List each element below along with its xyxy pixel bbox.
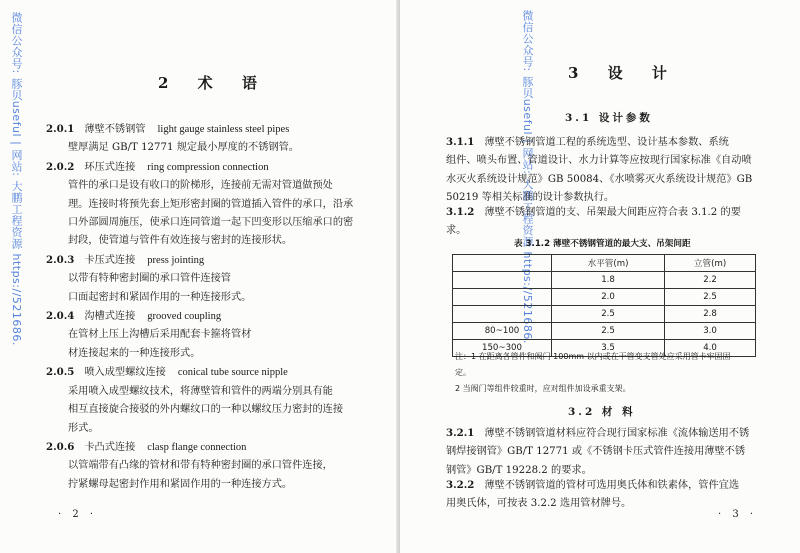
clause-text: 组件、喷头布置、管道设计、水力计算等应按现行国家标准《自动喷 xyxy=(446,155,752,167)
term-definition-line: 壁厚满足 GB/T 12771 规定最小厚度的不锈钢管。 xyxy=(68,142,299,154)
term-heading xyxy=(46,120,353,139)
table-caption: 表 3.1.2 薄壁不锈钢管道的最大支、吊架间距 xyxy=(514,239,691,249)
table-header-cell xyxy=(453,255,552,272)
clause-line xyxy=(446,203,741,222)
section-heading-design-params: 3.1 设计参数 xyxy=(565,112,653,124)
term-chinese: 环压式连接 xyxy=(84,161,136,173)
term-definition-line: 管件的承口是设有收口的阶梯形，连接前无需对管道做预处 xyxy=(68,180,333,192)
terms-list xyxy=(46,120,353,494)
term-definition-line: 封段，使管道与管件有效连接与密封的连接形状。 xyxy=(68,235,293,247)
table-header-cell: 立管(m) xyxy=(665,255,756,272)
clause-line xyxy=(446,476,739,495)
term-definition-line: 以带有特种密封圈的承口管件连接管 xyxy=(68,273,231,285)
table-notes xyxy=(455,349,731,397)
term-definition-line: 拧紧螺母起密封作用和紧固作用的一种连接方式。 xyxy=(68,478,293,490)
chapter-title-terms: 2 术 语 xyxy=(158,74,269,92)
term-number: 2.0.5 xyxy=(46,366,75,379)
term-chinese: 沟槽式连接 xyxy=(84,311,136,323)
clause-number: 3.1.1 xyxy=(446,136,475,148)
table-cell: 80~100 xyxy=(453,323,552,340)
term-chinese: 卡压式连接 xyxy=(84,254,136,266)
clause-number: 3.2.2 xyxy=(446,479,475,491)
watermark-left: 微信公众号: 豚贝useful | 网站: 大鹏工程资源 https://521686. xyxy=(10,12,23,346)
clause-line xyxy=(446,133,752,152)
clause-number: 3.2.1 xyxy=(446,427,475,439)
term-english: light gauge stainless steel pipes xyxy=(157,124,290,135)
table-cell xyxy=(453,272,552,289)
clause-text: 钢管》GB/T 19228.2 的要求。 xyxy=(446,464,592,476)
term-definition-line: 形式。 xyxy=(68,422,99,434)
term-definition-line: 以管端带有凸缘的管材和带有特种密封圈的承口管件连接， xyxy=(68,460,333,472)
table-row xyxy=(453,306,756,323)
clause-text: 薄壁不锈钢管道的管材可选用奥氏体和铁素体，管件宜选 xyxy=(484,480,740,491)
term-number: 2.0.6 xyxy=(46,440,75,453)
clause-text: 水灭火系统设计规范》GB 50084、《水喷雾灭火系统设计规范》GB xyxy=(446,173,753,185)
table-row xyxy=(453,323,756,340)
term-number: 2.0.4 xyxy=(46,310,75,323)
clause-text: 钢焊接钢管》GB/T 12771 或《不锈钢卡压式管件连接用薄壁不锈 xyxy=(446,446,746,458)
clause-text: 薄壁不锈钢管道工程的系统选型、设计基本参数、系统 xyxy=(484,137,729,148)
term-definition-line: 相互直接旋合接驳的外内螺纹口的一种以螺纹压力密封的连接 xyxy=(68,404,344,416)
term-english: conical tube source nipple xyxy=(177,367,288,379)
clause-text: 薄壁不锈钢管道的支、吊架最大间距应符合表 3.1.2 的要 xyxy=(484,207,741,218)
page-number-left: · 2 · xyxy=(58,509,98,520)
term-chinese: 喷入成型螺纹连接 xyxy=(84,367,166,379)
table-cell: 4.0 xyxy=(665,340,756,357)
watermark-right: 微信公众号: 豚贝useful | 网站: 大鹏工程资源 https://521686. xyxy=(521,10,534,344)
term-definition-line: 在管材上压上沟槽后采用配套卡箍将管材 xyxy=(68,329,252,341)
chapter-title-design: 3 设 计 xyxy=(568,64,679,82)
table-cell: 150~300 xyxy=(453,340,552,357)
clause-text: 求。 xyxy=(446,225,467,237)
term-chinese: 卡凸式连接 xyxy=(84,441,136,453)
term-definition-line: 材连接起来的一种连接形式。 xyxy=(68,347,201,359)
clause-text: 50219 等相关标准的设计参数执行。 xyxy=(446,192,615,204)
term-chinese: 薄壁不锈钢管 xyxy=(84,124,146,135)
table-cell: 2.5 xyxy=(665,289,756,306)
clause-3-2-2 xyxy=(446,476,739,514)
term-heading xyxy=(46,363,353,382)
table-header-cell: 水平管(m) xyxy=(552,255,665,272)
clause-number: 3.1.2 xyxy=(446,206,475,218)
section-heading-materials: 3.2 材 料 xyxy=(568,406,636,418)
support-spacing-table xyxy=(452,254,756,357)
term-heading xyxy=(46,307,353,326)
note-line: 注：1 在距离各管件和阀门 100mm 以内或在干管变支管处应采用管卡牢固固 xyxy=(455,352,731,361)
term-heading xyxy=(46,251,353,270)
term-english: press jointing xyxy=(147,254,205,266)
table-cell: 2.2 xyxy=(665,272,756,289)
term-english: clasp flange connection xyxy=(147,441,247,453)
term-number: 2.0.1 xyxy=(46,123,75,135)
note-line: 定。 xyxy=(455,368,471,377)
clause-3-1-1 xyxy=(446,133,752,208)
term-number: 2.0.3 xyxy=(46,253,75,266)
clause-3-2-1 xyxy=(446,424,749,480)
term-definition-line: 采用喷入成型螺纹技术，将薄壁管和管件的两端分别具有能 xyxy=(68,385,333,397)
clause-line xyxy=(446,424,749,443)
table-cell: 2.5 xyxy=(552,323,665,340)
term-heading xyxy=(46,158,353,177)
table-row xyxy=(453,289,756,306)
page-number-right: · 3 · xyxy=(718,509,758,520)
term-heading xyxy=(46,438,353,457)
table-cell xyxy=(453,306,552,323)
table-cell: 3.5 xyxy=(552,340,665,357)
term-number: 2.0.2 xyxy=(46,160,75,173)
table-cell xyxy=(453,289,552,306)
clause-text: 用奥氏体，可按表 3.2.2 选用管材牌号。 xyxy=(446,498,632,510)
table-row xyxy=(453,272,756,289)
table-cell: 2.5 xyxy=(552,306,665,323)
term-english: grooved coupling xyxy=(147,311,222,323)
table-cell: 3.0 xyxy=(665,323,756,340)
table-cell: 2.8 xyxy=(665,306,756,323)
note-line: 2 当阀门等组件较重时，应对组件加设承重支架。 xyxy=(455,384,631,393)
term-definition-line: 口外部圆周施压，使承口连同管道一起下凹变形以压缩承口的密 xyxy=(68,217,354,229)
table-header-row xyxy=(453,255,756,272)
term-definition-line: 理。连接时将预先套上矩形密封圈的管道插入管件的承口，沿承 xyxy=(68,198,354,210)
clause-text: 薄壁不锈钢管道材料应符合现行国家标准《流体输送用不锈 xyxy=(484,428,750,439)
table-cell: 2.0 xyxy=(552,289,665,306)
term-definition-line: 口面起密封和紧固作用的一种连接形式。 xyxy=(68,291,252,303)
term-english: ring compression connection xyxy=(147,161,269,173)
table-cell: 1.8 xyxy=(552,272,665,289)
clause-3-1-2 xyxy=(446,203,741,241)
